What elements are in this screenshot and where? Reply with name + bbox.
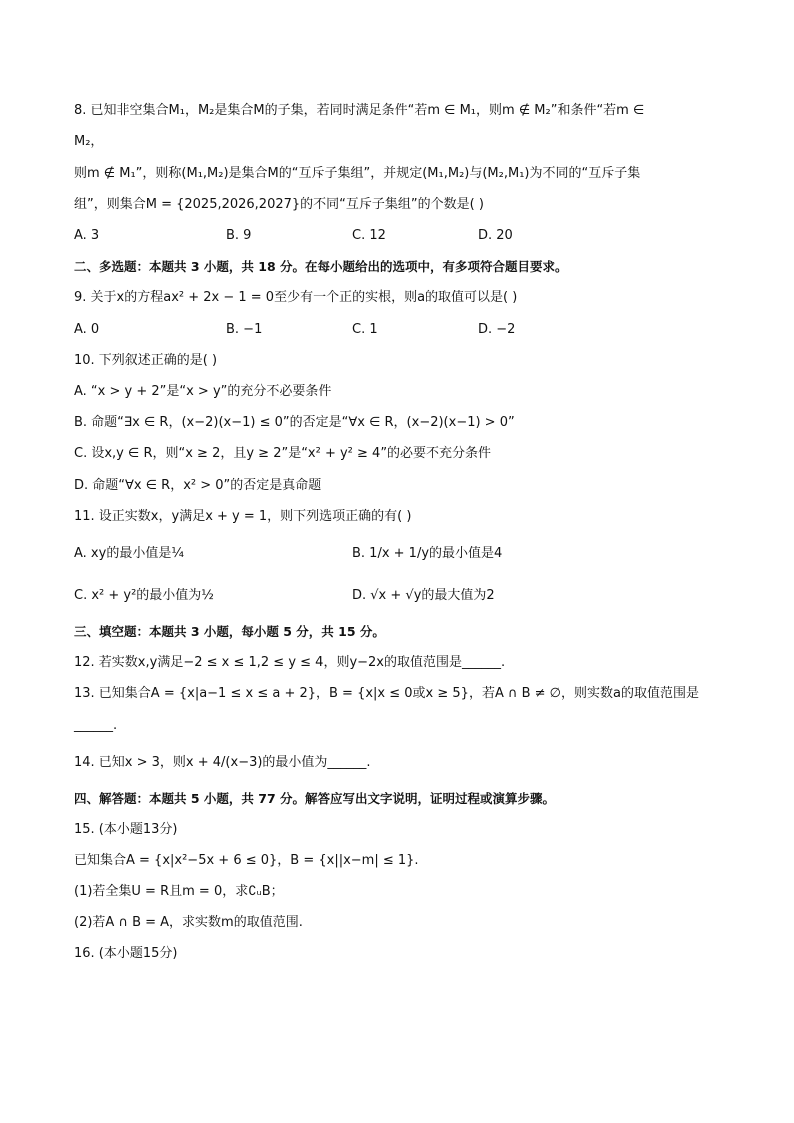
q15-part2: (2)若A ∩ B = A，求实数m的取值范围. [74,915,303,930]
q15-stem: 已知集合A = {x|x²−5x + 6 ≤ 0}，B = {x||x−m| ≤ 1}. [74,853,419,868]
q8-stem-line1: 8. 已知非空集合M₁，M₂是集合M的子集，若同时满足条件“若m ∈ M₁，则m ∉ M₂”和条件“若m ∈ [74,103,645,118]
q13-stem-line2: ______. [74,718,118,733]
q8-option-d: D. 20 [478,228,513,243]
q10-option-a: A. “x > y + 2”是“x > y”的充分不必要条件 [74,384,332,399]
section-heading-fill-in: 三、填空题：本题共 3 小题，每小题 5 分，共 15 分。 [74,624,385,639]
q8-stem-line3: 则m ∉ M₁”，则称(M₁,M₂)是集合M的“互斥子集组”，并规定(M₁,M₂)与(M₂,M₁)为不同的“互斥子集 [74,166,641,181]
q9-options [74,320,714,340]
q8-option-a: A. 3 [74,228,100,243]
q10-option-d: D. 命题“∀x ∈ R，x² > 0”的否定是真命题 [74,478,322,493]
section-heading-free-response: 四、解答题：本题共 5 小题，共 77 分。解答应写出文字说明，证明过程或演算步骤。 [74,791,556,806]
q15-part1: (1)若全集U = R且m = 0，求∁ᵤB； [74,884,284,899]
q9-option-c: C. 1 [352,322,378,337]
q11-option-b: B. 1/x + 1/y的最小值是4 [352,546,503,561]
q11-option-c: C. x² + y²的最小值为½ [74,588,214,603]
section-heading-multiple-choice: 二、多选题：本题共 3 小题，共 18 分。在每小题给出的选项中，有多项符合题目要求。 [74,259,568,274]
q10-stem: 10. 下列叙述正确的是( ) [74,353,218,368]
q10-option-b: B. 命题“∃x ∈ R，(x−2)(x−1) ≤ 0”的否定是“∀x ∈ R，(x−2)(x−1) > 0” [74,415,515,430]
q16-title: 16. (本小题15分) [74,946,178,961]
q9-option-d: D. −2 [478,322,516,337]
q9-stem: 9. 关于x的方程ax² + 2x − 1 = 0至少有一个正的实根，则a的取值可以是( ) [74,290,518,305]
q11-options-row1 [74,544,714,564]
q14-stem: 14. 已知x > 3，则x + 4/(x−3)的最小值为______. [74,755,371,770]
q10-option-c: C. 设x,y ∈ R，则“x ≥ 2，且y ≥ 2”是“x² + y² ≥ 4”的必要不充分条件 [74,446,492,461]
q11-option-d: D. √x + √y的最大值为2 [352,588,495,603]
q13-stem-line1: 13. 已知集合A = {x|a−1 ≤ x ≤ a + 2}，B = {x|x ≤ 0或x ≥ 5}，若A ∩ B ≠ ∅，则实数a的取值范围是 [74,686,699,701]
q8-option-b: B. 9 [226,228,252,243]
q11-option-a: A. xy的最小值是¼ [74,546,184,561]
q11-stem: 11. 设正实数x，y满足x + y = 1，则下列选项正确的有( ) [74,509,412,524]
q8-options [74,226,714,246]
q11-options-row2 [74,586,714,606]
q8-stem-line2: M₂， [74,134,104,149]
q8-stem-line4: 组”，则集合M = {2025,2026,2027}的不同“互斥子集组”的个数是( ) [74,197,484,212]
q12-stem: 12. 若实数x,y满足−2 ≤ x ≤ 1,2 ≤ y ≤ 4，则y−2x的取值范围是______. [74,655,506,670]
q15-title: 15. (本小题13分) [74,822,178,837]
q9-option-b: B. −1 [226,322,263,337]
q9-option-a: A. 0 [74,322,100,337]
q8-option-c: C. 12 [352,228,386,243]
